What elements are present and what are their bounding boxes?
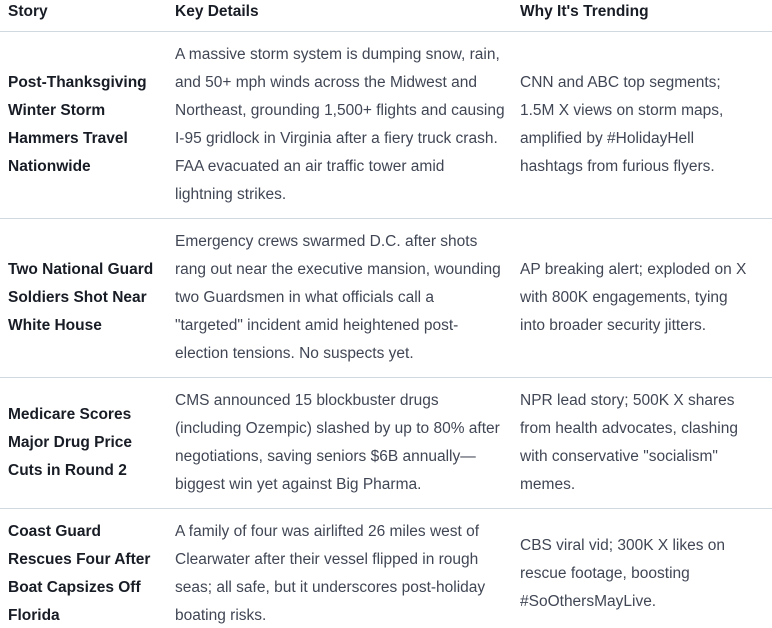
details-cell: A family of four was airlifted 26 miles west of Clearwater after their vessel flipped in rough seas; all safe, but it underscores post-holiday boating risks. xyxy=(175,509,520,628)
table-row xyxy=(0,378,772,509)
table-row xyxy=(0,219,772,378)
table-row xyxy=(0,509,772,628)
details-cell: CMS announced 15 blockbuster drugs (including Ozempic) slashed by up to 80% after negotiations, saving seniors $6B annually—biggest win yet against Big Pharma. xyxy=(175,378,520,509)
table-row xyxy=(0,32,772,219)
details-cell: A massive storm system is dumping snow, rain, and 50+ mph winds across the Midwest and Northeast, grounding 1,500+ flights and causing I-95 gridlock in Virginia after a fiery truck crash. FAA evacuated an air traffic tower amid lightning strikes. xyxy=(175,32,520,219)
header-row xyxy=(0,0,772,32)
story-cell: Medicare Scores Major Drug Price Cuts in Round 2 xyxy=(0,378,175,509)
trending-cell: CBS viral vid; 300K X likes on rescue footage, boosting #SoOthersMayLive. xyxy=(520,509,772,628)
trending-cell: AP breaking alert; exploded on X with 800K engagements, tying into broader security jitters. xyxy=(520,219,772,378)
story-cell: Post-Thanksgiving Winter Storm Hammers Travel Nationwide xyxy=(0,32,175,219)
details-cell: Emergency crews swarmed D.C. after shots rang out near the executive mansion, wounding two Guardsmen in what officials call a "targeted" incident amid heightened post-election tensions. No suspects yet. xyxy=(175,219,520,378)
trending-cell: CNN and ABC top segments; 1.5M X views on storm maps, amplified by #HolidayHell hashtags from furious flyers. xyxy=(520,32,772,219)
story-cell: Coast Guard Rescues Four After Boat Capsizes Off Florida xyxy=(0,509,175,628)
column-header-story: Story xyxy=(0,0,175,32)
column-header-key-details: Key Details xyxy=(175,0,520,32)
trending-cell: NPR lead story; 500K X shares from health advocates, clashing with conservative "socialism" memes. xyxy=(520,378,772,509)
story-cell: Two National Guard Soldiers Shot Near White House xyxy=(0,219,175,378)
column-header-why-trending: Why It's Trending xyxy=(520,0,772,32)
